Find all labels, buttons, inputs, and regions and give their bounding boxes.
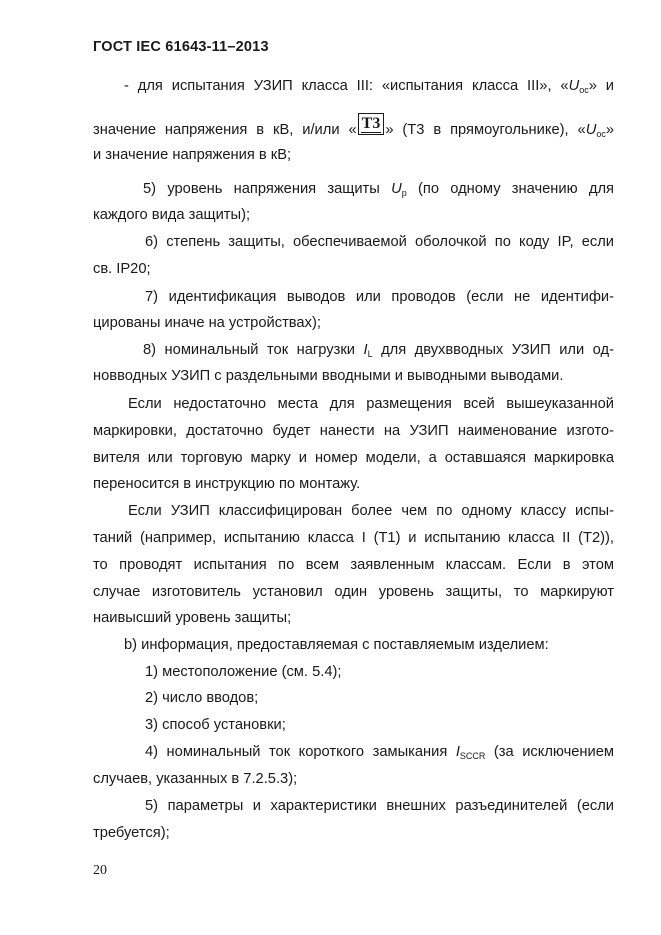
text-line: 1) местоположение (см. 5.4);: [145, 664, 342, 680]
text-line: 6) степень защиты, обеспечиваемой оболочкой по коду IP, если: [145, 234, 614, 250]
text-line: значение напряжения в кВ, и/или « T3 » (T3 в прямоугольнике), «$U_{ос}$»: [93, 115, 615, 139]
text-line: св. IP20;: [93, 261, 151, 277]
text-line: маркировки, достаточно будет нанести на УЗИП наименование изгото-: [93, 423, 614, 439]
text-line: Если УЗИП классифицирован более чем по одному классу испы-: [128, 503, 614, 519]
text-line: наивысший уровень защиты;: [93, 610, 292, 626]
text-line: каждого вида защиты);: [93, 207, 251, 223]
text-line: то проводят испытания по всем заявленным классам. Если в этом: [93, 557, 614, 573]
text-line: вителя или торговую марку и номер модели, а оставшаяся маркировка: [93, 450, 614, 466]
text-line: новводных УЗИП с раздельными вводными и выводными выводами.: [93, 368, 564, 384]
text-line: 4) номинальный ток короткого замыкания $I_{SCCR}$ (за исключением: [145, 744, 614, 761]
text-line: 3) способ установки;: [145, 717, 286, 733]
text-line: переносится в инструкцию по монтажу.: [93, 476, 361, 492]
text-line: цированы иначе на устройствах);: [93, 315, 321, 331]
text-line: 8) номинальный ток нагрузки $I_L$ для двухвводных УЗИП или од-: [143, 342, 614, 359]
t3-box-symbol: T3: [358, 113, 385, 135]
text-line: требуется);: [93, 825, 170, 841]
text-line: Если недостаточно места для размещения всей вышеуказанной: [128, 396, 614, 412]
text-line: 5) уровень напряжения защиты $U_p$ (по одному значению для: [143, 181, 614, 198]
text-line: случаев, указанных в 7.2.5.3);: [93, 771, 298, 787]
text-line: и значение напряжения в кВ;: [93, 147, 292, 163]
text-line: - для испытания УЗИП класса III: «испытания класса III», «$U_{ос}$» и: [124, 78, 614, 95]
page-number: 20: [93, 863, 107, 878]
text-line: 2) число вводов;: [145, 690, 259, 706]
text-line: таний (например, испытанию класса I (T1) и испытанию класса II (T2)),: [93, 530, 614, 546]
text-line: 7) идентификация выводов или проводов (если не идентифи-: [145, 289, 614, 305]
text-line: случае изготовитель установил один уровень защиты, то маркируют: [93, 584, 614, 600]
text-line: b) информация, предоставляемая с поставляемым изделием:: [124, 637, 549, 653]
text-line: 5) параметры и характеристики внешних разъединителей (если: [145, 798, 614, 814]
document-header: ГОСТ IEC 61643-11–2013: [93, 39, 269, 55]
